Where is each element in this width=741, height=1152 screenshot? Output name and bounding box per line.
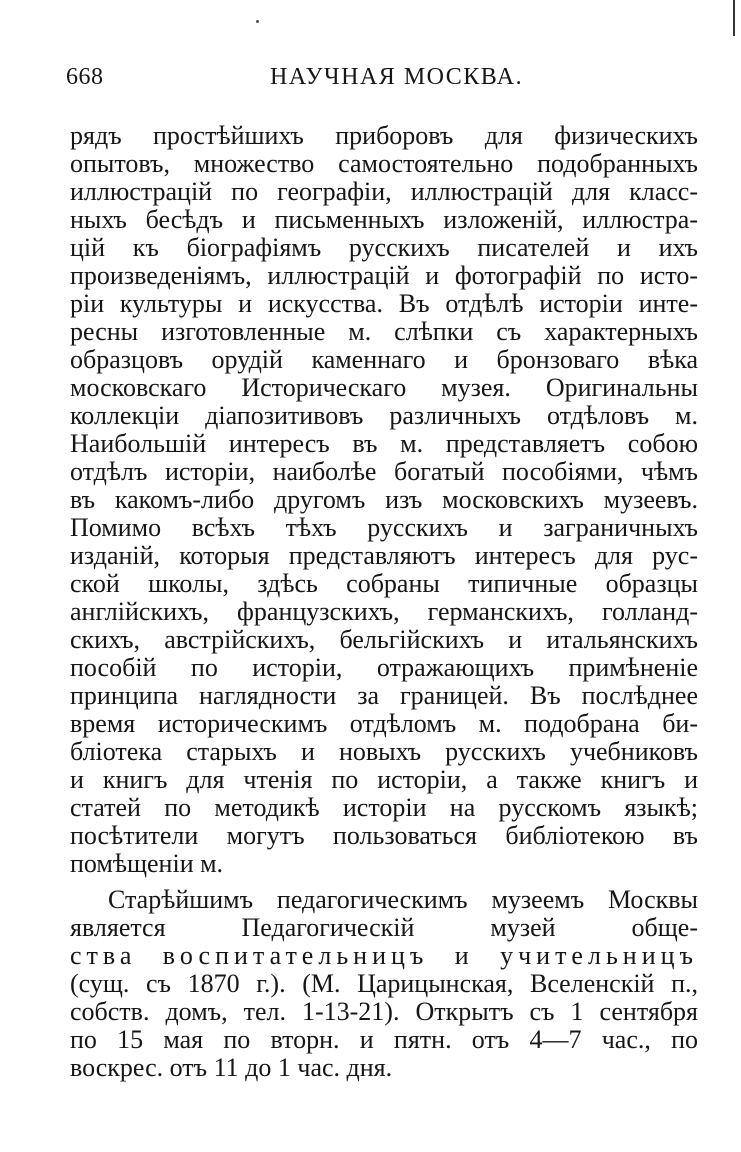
running-head: [66, 64, 706, 104]
text-line: время историческимъ отдѣломъ м. подобрана би-: [70, 709, 698, 738]
text-line: ныхъ бесѣдъ и письменныхъ изложеній, иллюстра-: [70, 205, 698, 234]
text-line: произведеніямъ, иллюстрацій и фотографій по исто-: [70, 261, 698, 290]
text-line: московскаго Историческаго музея. Оригинальны: [70, 373, 698, 402]
text-line: воскрес. отъ 11 до 1 час. дня.: [70, 1053, 393, 1082]
text-line: посѣтители могутъ пользоваться библіотекою въ: [70, 821, 698, 850]
text-line: иллюстрацій по географіи, иллюстрацій для класс-: [70, 177, 698, 206]
text-line: скихъ, австрійскихъ, бельгійскихъ и итальянскихъ: [70, 625, 698, 654]
text-line: образцовъ орудій каменнаго и бронзоваго вѣка: [70, 345, 698, 374]
text-line: отдѣлъ исторіи, наиболѣе богатый пособіями, чѣмъ: [70, 457, 698, 486]
text-line: по 15 мая по вторн. и пятн. отъ 4—7 час., по: [70, 1025, 698, 1054]
text-line: принципа наглядности за границей. Въ послѣднее: [70, 681, 698, 710]
text-line: помѣщеніи м.: [70, 849, 224, 878]
text-line: коллекціи діапозитивовъ различныхъ отдѣловъ м.: [70, 401, 698, 430]
text-line: цій къ біографіямъ русскихъ писателей и ихъ: [70, 233, 698, 262]
text-line: Помимо всѣхъ тѣхъ русскихъ и заграничныхъ: [70, 513, 698, 542]
page-number: 668: [66, 64, 104, 90]
text-line: статей по методикѣ исторіи на русскомъ языкѣ;: [70, 793, 698, 822]
text-line: ресны изготовленные м. слѣпки съ характерныхъ: [70, 317, 698, 346]
text-line: пособій по исторіи, отражающихъ примѣненіе: [70, 653, 698, 682]
text-line-spaced: является Педагогическій музей обще-: [70, 913, 698, 942]
text-line: въ какомъ-либо другомъ изъ московскихъ музеевъ.: [70, 485, 698, 514]
text-line: ской школы, здѣсь собраны типичные образцы: [70, 569, 698, 598]
print-speck: [256, 20, 259, 23]
text-line: бліотека старыхъ и новыхъ русскихъ учебниковъ: [70, 737, 698, 766]
text-line: Старѣйшимъ педагогическимъ музеемъ Москвы: [108, 885, 698, 914]
text-line: собств. домъ, тел. 1-13-21). Открытъ съ 1 сентября: [70, 997, 698, 1026]
text-line: изданій, которыя представляютъ интересъ для рус-: [70, 541, 698, 570]
text-line-spaced: ства воспитательницъ и учительницъ: [70, 941, 698, 970]
text-line: рядъ простѣйшихъ приборовъ для физическихъ: [70, 121, 698, 150]
text-line: ріи культуры и искусства. Въ отдѣлѣ исторіи инте-: [70, 289, 698, 318]
text-line: опытовъ, множество самостоятельно подобранныхъ: [70, 149, 698, 178]
page-edge-mark: [733, 0, 735, 36]
text-line: (сущ. съ 1870 г.). (М. Царицынская, Вселенскій п.,: [70, 969, 698, 998]
running-title: НАУЧНАЯ МОСКВА.: [270, 64, 524, 90]
text-line: Наибольшій интересъ въ м. представляетъ собою: [70, 429, 698, 458]
text-line: англійскихъ, французскихъ, германскихъ, голланд-: [70, 597, 698, 626]
text-line: и книгъ для чтенія по исторіи, а также книгъ и: [70, 765, 698, 794]
